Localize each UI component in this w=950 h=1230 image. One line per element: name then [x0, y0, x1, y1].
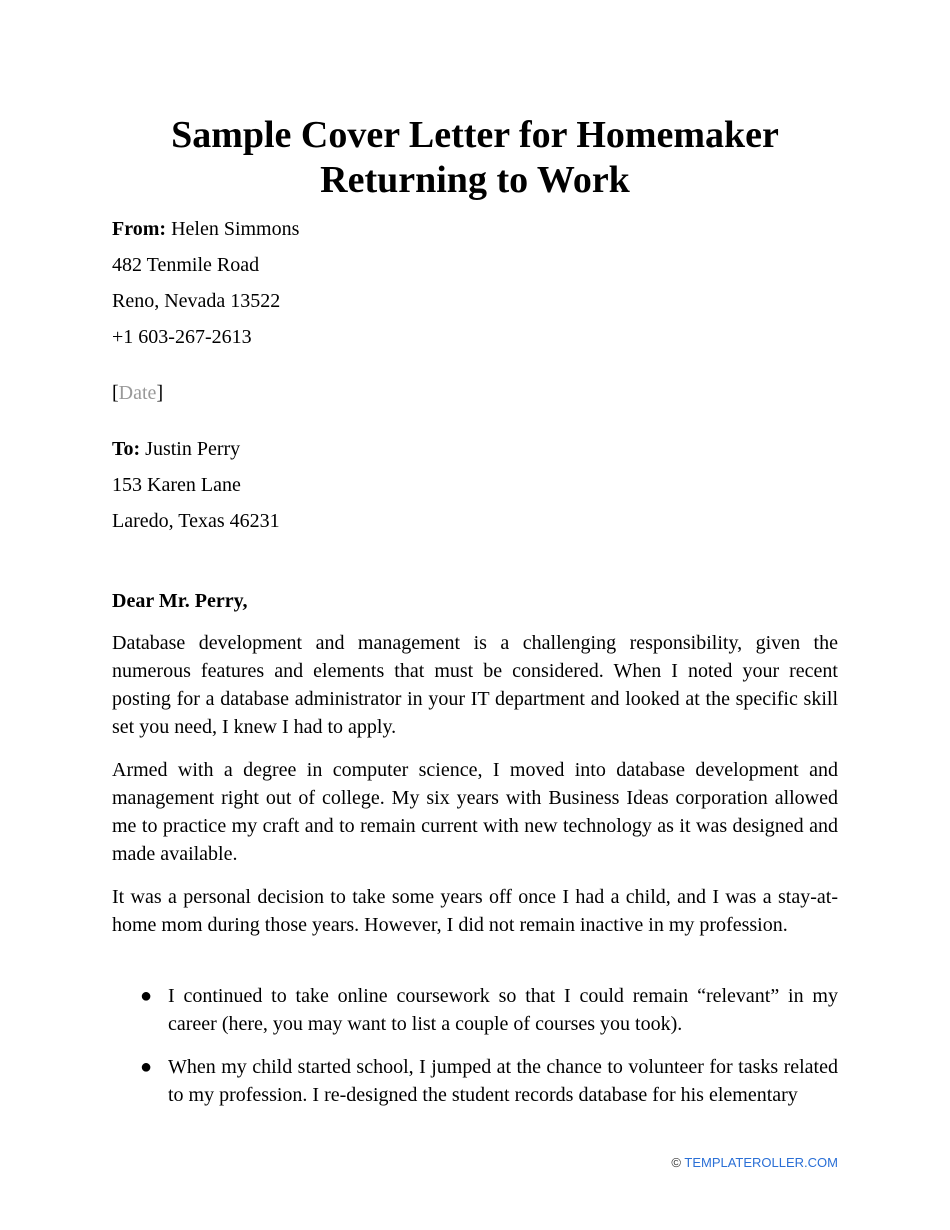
list-item — [112, 982, 838, 1038]
from-name: Helen Simmons — [171, 218, 300, 240]
salutation: Dear Mr. Perry, — [112, 590, 248, 612]
title-line-1: Sample Cover Letter for Homemaker — [171, 114, 779, 156]
body-paragraph-1: Database development and management is a challenging responsibility, given the numerous features and elements that must be considered. When I noted your recent posting for a database administrator in your IT department and looked at the specific skill set you need, I knew I had to apply. — [112, 632, 838, 738]
date-bracket-close: ] — [156, 382, 164, 404]
to-address-1: 153 Karen Lane — [112, 474, 241, 496]
footer-credit — [671, 1154, 838, 1172]
bullet-dot-icon: ● — [140, 985, 153, 1007]
from-phone: +1 603-267-2613 — [112, 326, 252, 348]
bullet-dot-icon: ● — [140, 1056, 153, 1078]
from-address-2: Reno, Nevada 13522 — [112, 290, 281, 312]
to-address-2: Laredo, Texas 46231 — [112, 510, 280, 532]
to-line — [112, 435, 240, 463]
templateroller-link[interactable]: TEMPLATEROLLER.COM — [684, 1155, 838, 1170]
date-bracket-open: [ — [112, 382, 119, 404]
body-paragraph-2: Armed with a degree in computer science, I moved into database development and management right out of college. My six years with Business Ideas corporation allowed me to practice my craft and to remain current with new technology as it was designed and made available. — [112, 759, 838, 865]
from-line — [112, 215, 299, 243]
document-title — [112, 113, 838, 203]
to-label: To: — [112, 438, 141, 460]
body-paragraph-3: It was a personal decision to take some years off once I had a child, and I was a stay-at-home mom during those years. However, I did not remain inactive in my profession. — [112, 886, 838, 936]
list-item — [112, 1053, 838, 1109]
from-label: From: — [112, 218, 167, 240]
bullet-text: When my child started school, I jumped at the chance to volunteer for tasks related to my profession. I re-designed the student records database for his elementary — [168, 1056, 838, 1106]
to-name: Justin Perry — [145, 438, 241, 460]
date-line — [112, 379, 163, 407]
title-line-2: Returning to Work — [320, 159, 630, 201]
bullet-text: I continued to take online coursework so that I could remain “relevant” in my career (here, you may want to list a couple of courses you took). — [168, 985, 838, 1035]
bullet-list — [112, 982, 838, 1124]
copyright-symbol: © — [671, 1155, 681, 1170]
date-placeholder: Date — [118, 382, 157, 404]
from-address-1: 482 Tenmile Road — [112, 254, 260, 276]
